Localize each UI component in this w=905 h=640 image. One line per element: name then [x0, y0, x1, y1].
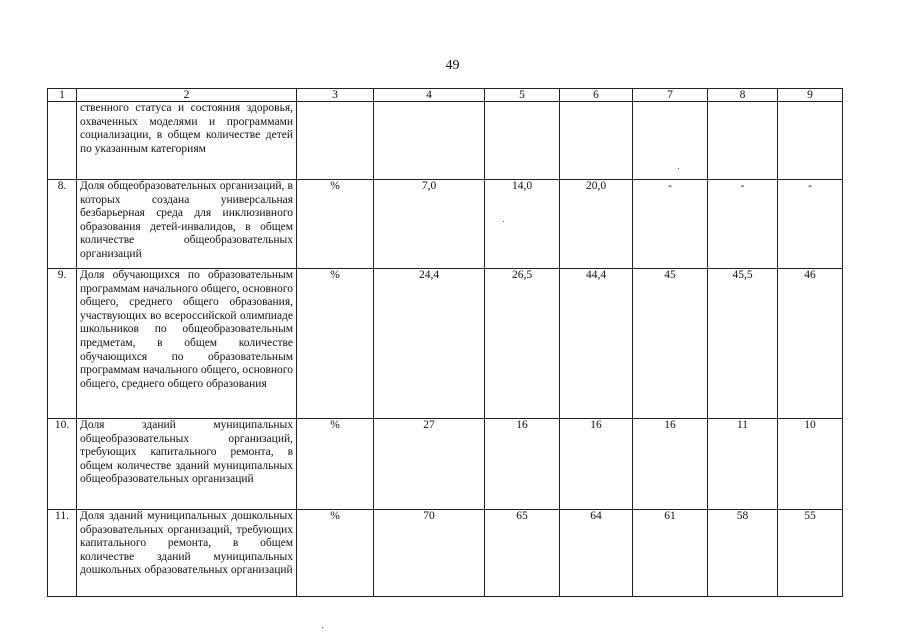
value-cell: 20,0	[560, 180, 633, 269]
scan-speck	[503, 221, 504, 222]
column-header: 3	[297, 89, 374, 102]
column-header: 6	[560, 89, 633, 102]
unit-cell: %	[297, 269, 374, 419]
column-header: 9	[778, 89, 843, 102]
indicator-description: Доля зданий муниципальных общеобразовательных организаций, требующих капитального ремонта, в общем количестве зданий муниципальных общеобразовательных организаций	[77, 419, 297, 510]
value-cell	[708, 102, 778, 180]
column-header: 4	[374, 89, 485, 102]
value-cell: 14,0	[485, 180, 560, 269]
row-number: 10.	[48, 419, 77, 510]
column-header: 7	[633, 89, 708, 102]
value-cell: 16	[560, 419, 633, 510]
scan-speck	[678, 168, 679, 169]
value-cell: 45,5	[708, 269, 778, 419]
row-number: 11.	[48, 510, 77, 597]
value-cell	[485, 102, 560, 180]
table-row	[48, 180, 843, 269]
value-cell: 70	[374, 510, 485, 597]
column-header: 5	[485, 89, 560, 102]
unit-cell	[297, 102, 374, 180]
column-header: 2	[77, 89, 297, 102]
value-cell: -	[708, 180, 778, 269]
value-cell	[374, 102, 485, 180]
value-cell: 58	[708, 510, 778, 597]
value-cell: 44,4	[560, 269, 633, 419]
table-row	[48, 419, 843, 510]
unit-cell: %	[297, 510, 374, 597]
value-cell	[560, 102, 633, 180]
column-header: 8	[708, 89, 778, 102]
table-row	[48, 102, 843, 180]
value-cell	[633, 102, 708, 180]
indicator-description: ственного статуса и состояния здоровья, охваченных моделями и программами социализации, в общем количестве детей по указанным категориям	[77, 102, 297, 180]
value-cell	[778, 102, 843, 180]
value-cell: 7,0	[374, 180, 485, 269]
table-row	[48, 269, 843, 419]
value-cell: 16	[485, 419, 560, 510]
value-cell: 11	[708, 419, 778, 510]
unit-cell: %	[297, 180, 374, 269]
value-cell: 27	[374, 419, 485, 510]
indicator-description: Доля общеобразовательных организаций, в которых создана универсальная безбарьерная среда для инклюзивного образования детей-инвалидов, в общем количестве общеобразовательных организаций	[77, 180, 297, 269]
value-cell: 10	[778, 419, 843, 510]
value-cell: 61	[633, 510, 708, 597]
unit-cell: %	[297, 419, 374, 510]
value-cell: 45	[633, 269, 708, 419]
value-cell: 16	[633, 419, 708, 510]
value-cell: 64	[560, 510, 633, 597]
table-row	[48, 510, 843, 597]
indicator-description: Доля обучающихся по образовательным программам начального общего, основного общего, среднего общего образования, участвующих во всероссийской олимпиаде школьников по общеобразовательным предметам, в общем количестве обучающихся по образовательным программам начального общего, основного общего, среднего общего образования	[77, 269, 297, 419]
page-number: 49	[445, 58, 460, 73]
value-cell: -	[633, 180, 708, 269]
scan-speck	[322, 627, 323, 628]
value-cell: 55	[778, 510, 843, 597]
indicator-description: Доля зданий муниципальных дошкольных образовательных организаций, требующих капитального ремонта, в общем количестве зданий муниципальных дошкольных образовательных организаций	[77, 510, 297, 597]
indicators-table	[47, 88, 843, 597]
row-number: 8.	[48, 180, 77, 269]
value-cell: 46	[778, 269, 843, 419]
header-row	[48, 89, 843, 102]
value-cell: -	[778, 180, 843, 269]
row-number	[48, 102, 77, 180]
column-header: 1	[48, 89, 77, 102]
row-number: 9.	[48, 269, 77, 419]
value-cell: 26,5	[485, 269, 560, 419]
value-cell: 65	[485, 510, 560, 597]
value-cell: 24,4	[374, 269, 485, 419]
